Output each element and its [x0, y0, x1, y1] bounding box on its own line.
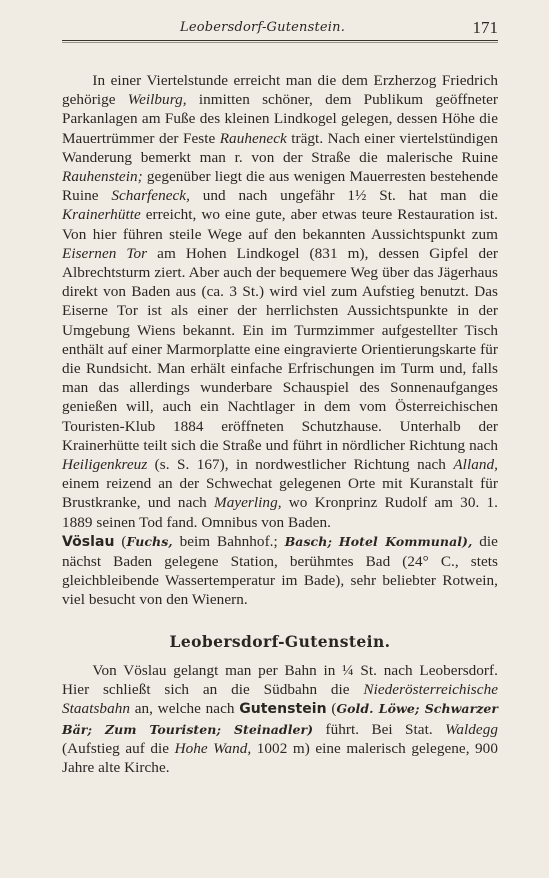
- paragraph-leobersdorf: [62, 661, 498, 777]
- text-run: und nach ungefähr 1½ St. hat man die: [189, 187, 498, 205]
- hotel-fuchs: Fuchs,: [126, 533, 173, 549]
- hotel-basch: Basch;: [284, 533, 333, 549]
- text-run: einem reizend an der Schwechat gelegenen Orte mit Kuranstalt für Brustkranke, und nach: [62, 475, 498, 512]
- body-text: [62, 71, 498, 777]
- place-waldegg: Waldegg: [445, 720, 499, 738]
- text-run: beim Bahnhof.;: [172, 532, 285, 550]
- text-run: (Aufstieg auf die: [62, 739, 175, 757]
- place-heiligenkreuz: Heiligenkreuz: [62, 456, 148, 474]
- section-heading: Leobersdorf-Gutenstein.: [169, 631, 391, 651]
- place-voeslau: Vöslau: [62, 533, 115, 550]
- page-number: 171: [472, 18, 498, 37]
- header-rule-thin: [62, 42, 498, 43]
- place-hohe-wand: Hohe Wand,: [174, 739, 252, 757]
- running-header: [62, 18, 498, 38]
- text-run: am Hohen Lindkogel (831 m), dessen Gipfel der Albrechtsturm ziert. Aber auch der bequemere Weg über das Jägerhaus direkt von Baden aus (ca. 3 St.) wird viel zum Aufstieg benutzt. Das Eiserne Tor ist als einer der herrlichsten Aussichtspunkte in der Umgebung Wiens bekannt. Ein im Turmzimmer aufgestellter Tisch enthält auf einer Marmorplatte eine eingravierte Orientierungskarte für die Rundsicht. Man erhält einfache Erfrischungen im Turm und, falls man das allerdings wunderbare Schauspiel des Sonnenaufganges genießen will, auch ein Nachtlager in dem vom Österreichischen Touristen-Klub 1884 eröffneten Schutzhause. Unterhalb der Krainerhütte teilt sich die Straße und führt in nördlicher Richtung nach: [62, 244, 498, 454]
- place-eisernen-tor: Eisernen Tor: [62, 244, 148, 262]
- railway-name: Niederösterreichische Staatsbahn: [62, 681, 498, 718]
- hotel-kommunal: Hotel Kommunal),: [338, 533, 473, 549]
- text-run: inmitten schöner, dem Publikum geöffneter Parkanlagen am Fuße des kleinen Lindkogel gelegen, dessen Höhe die Mauertrümmer der Feste: [62, 91, 499, 147]
- place-rauheneck: Rauheneck: [219, 129, 287, 147]
- header-rule: [62, 40, 498, 41]
- text-run: wo Kronprinz Rudolf am 30. 1. 1889 seinen Tod fand. Omnibus von Baden.: [62, 494, 498, 531]
- text-run: (s. S. 167), in nordwestlicher Richtung nach: [147, 456, 454, 474]
- text-run: führt. Bei Stat.: [313, 720, 446, 738]
- paragraph-baden-surroundings: [62, 71, 498, 532]
- text-run: [332, 533, 339, 550]
- text-run: In einer Viertelstunde erreicht man die dem Erzherzog Friedrich gehörige: [62, 72, 498, 109]
- text-run: (: [326, 700, 337, 718]
- text-run: die nächst Baden gelegene Station, berühmtes Bad (24° C., stets gleichbleibende Wassertemperatur im Bade), sehr beliebter Rotwein, viel besucht von den Wienern.: [62, 532, 498, 609]
- place-scharfeneck: Scharfeneck,: [111, 187, 190, 205]
- book-page: [62, 18, 498, 777]
- text-run: (: [114, 532, 127, 550]
- text-run: trägt. Nach einer viertelstündigen Wanderung bemerkt man r. von der Straße die malerische Ruine: [62, 129, 498, 166]
- running-title: Leobersdorf-Gutenstein.: [180, 20, 346, 35]
- place-alland: Alland,: [453, 456, 498, 474]
- text-run: 1002 m) eine malerisch gelegene, 900 Jahre alte Kirche.: [62, 739, 498, 776]
- place-krainerhuette: Krainerhütte: [62, 206, 141, 224]
- paragraph-voeslau: [62, 532, 498, 610]
- text-run: erreicht, wo eine gute, aber etwas teure Restauration ist. Von hier führen steile Wege auf den bekannten Aussichtspunkt zum: [62, 206, 498, 243]
- text-run: an, welche nach: [130, 700, 240, 718]
- place-weilburg: Weilburg,: [127, 91, 187, 109]
- hotels-gutenstein: Gold. Löwe; Schwarzer Bär; Zum Touristen; Steinadler): [62, 701, 498, 737]
- text-run: gegenüber liegt die aus wenigen Mauerresten bestehende Ruine: [62, 168, 498, 205]
- place-mayerling: Mayerling,: [214, 494, 282, 512]
- place-rauhenstein: Rauhenstein;: [62, 168, 143, 186]
- place-gutenstein: Gutenstein: [239, 701, 327, 718]
- text-run: Von Vöslau gelangt man per Bahn in ¼ St. nach Leobersdorf. Hier schließt sich an die Südbahn die: [62, 661, 498, 699]
